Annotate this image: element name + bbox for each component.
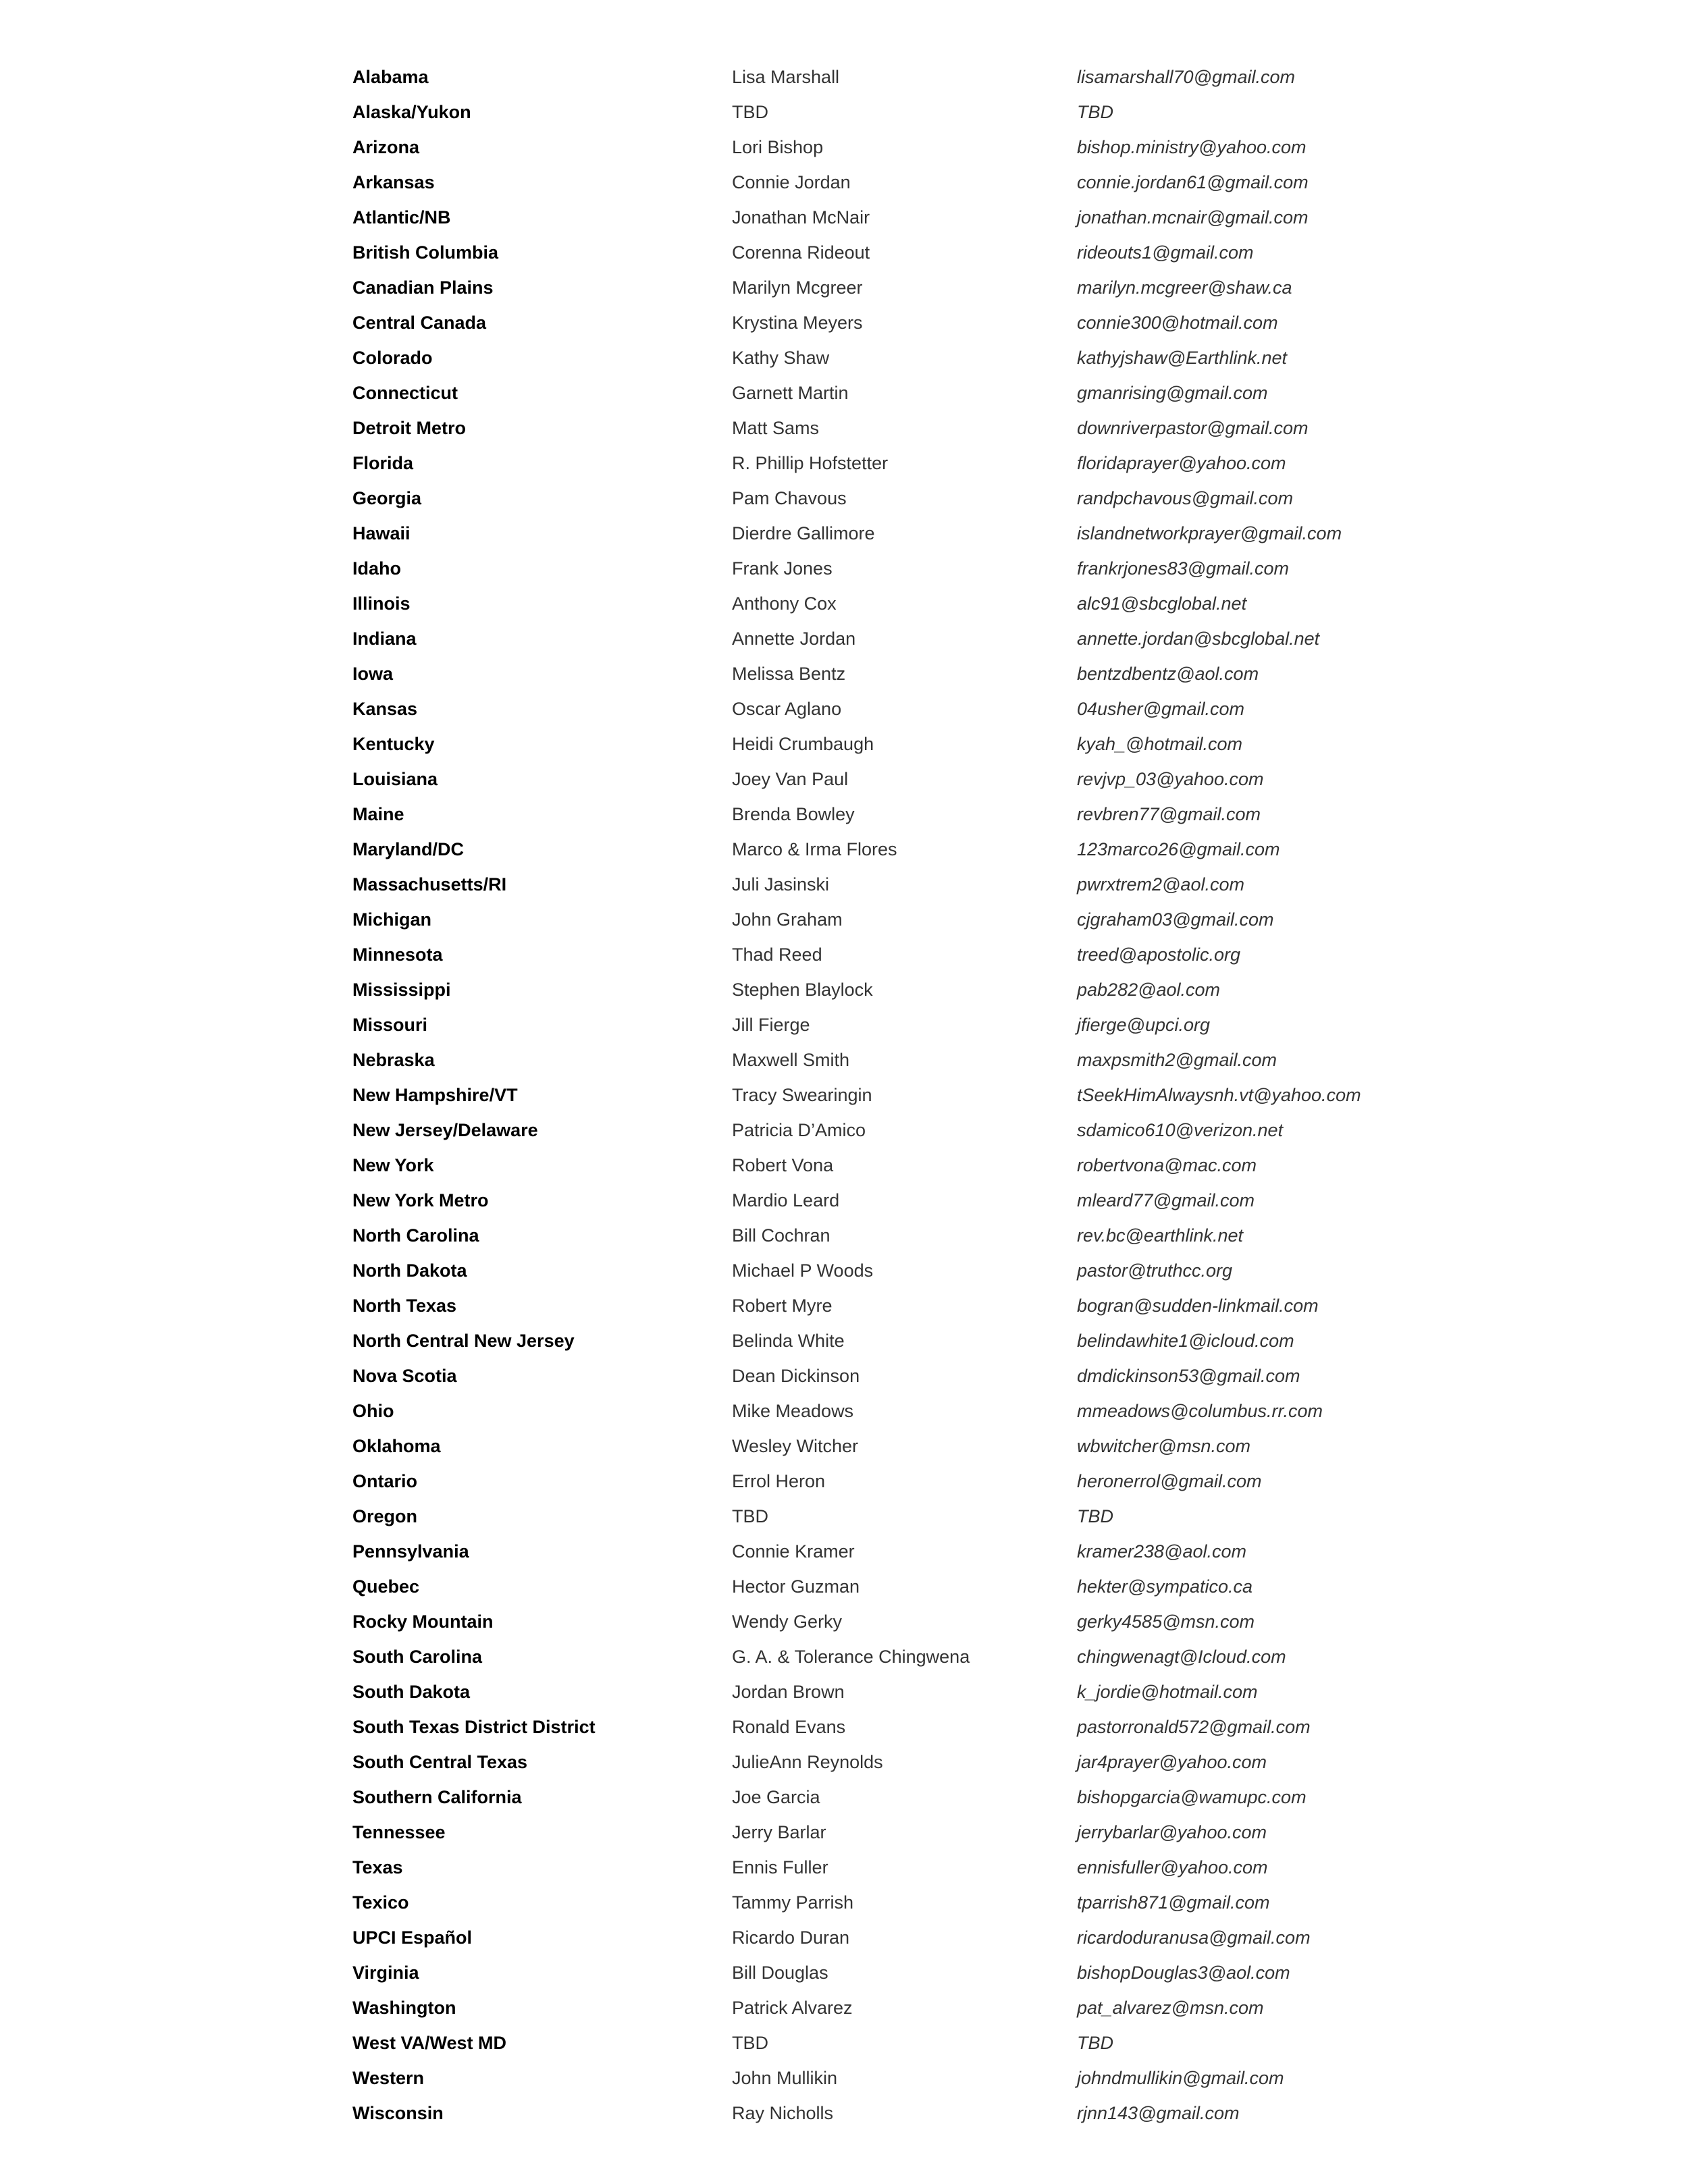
contact-name: Oscar Aglano	[732, 699, 842, 719]
directory-row	[0, 1499, 1688, 1534]
contact-name: Juli Jasinski	[732, 874, 830, 895]
contact-name: John Graham	[732, 909, 843, 930]
directory-row	[0, 1358, 1688, 1393]
district-name: Quebec	[352, 1576, 420, 1597]
directory-row	[0, 446, 1688, 481]
contact-name: Krystina Meyers	[732, 313, 863, 333]
district-name: Iowa	[352, 664, 394, 684]
contact-name: TBD	[732, 2033, 768, 2053]
district-name: Massachusetts/RI	[352, 874, 507, 895]
district-name: Oklahoma	[352, 1436, 441, 1456]
district-name: Nebraska	[352, 1050, 435, 1070]
district-name: Central Canada	[352, 313, 487, 333]
directory-row	[0, 1569, 1688, 1604]
directory-row	[0, 1183, 1688, 1218]
contact-email: belindawhite1@icloud.com	[1077, 1331, 1294, 1351]
contact-name: Frank Jones	[732, 558, 833, 579]
directory-row	[0, 1639, 1688, 1674]
contact-name: Michael P Woods	[732, 1260, 874, 1281]
contact-email: pwrxtrem2@aol.com	[1077, 874, 1244, 895]
district-name: Atlantic/NB	[352, 207, 451, 228]
contact-email: bishopgarcia@wamupc.com	[1077, 1787, 1307, 1807]
contact-email: pastorronald572@gmail.com	[1077, 1717, 1311, 1737]
contact-name: Brenda Bowley	[732, 804, 855, 824]
contact-email: floridaprayer@yahoo.com	[1077, 453, 1286, 473]
district-name: Kansas	[352, 699, 418, 719]
directory-row	[0, 797, 1688, 832]
directory-row	[0, 1464, 1688, 1499]
contact-email: jonathan.mcnair@gmail.com	[1077, 207, 1309, 228]
directory-row	[0, 1955, 1688, 1990]
contact-name: Belinda White	[732, 1331, 845, 1351]
contact-name: Wendy Gerky	[732, 1612, 843, 1632]
contact-name: Corenna Rideout	[732, 242, 870, 263]
contact-name: Dierdre Gallimore	[732, 523, 875, 543]
directory-row	[0, 937, 1688, 972]
directory-row	[0, 1323, 1688, 1358]
contact-name: Bill Douglas	[732, 1963, 828, 1983]
contact-name: Tammy Parrish	[732, 1892, 854, 1913]
district-name: Western	[352, 2068, 425, 2088]
district-name: Maryland/DC	[352, 839, 465, 859]
contact-name: Ricardo Duran	[732, 1927, 850, 1948]
contact-name: TBD	[732, 1506, 768, 1526]
contact-email: ricardoduranusa@gmail.com	[1077, 1927, 1311, 1948]
contact-email: connie300@hotmail.com	[1077, 313, 1278, 333]
directory-row	[0, 1885, 1688, 1920]
district-name: Kentucky	[352, 734, 435, 754]
contact-email: maxpsmith2@gmail.com	[1077, 1050, 1277, 1070]
contact-email: chingwenagt@Icloud.com	[1077, 1647, 1286, 1667]
contact-email: gmanrising@gmail.com	[1077, 383, 1268, 403]
district-name: Rocky Mountain	[352, 1612, 494, 1632]
contact-name: Tracy Swearingin	[732, 1085, 872, 1105]
contact-name: Marco & Irma Flores	[732, 839, 897, 859]
contact-email: bogran@sudden-linkmail.com	[1077, 1296, 1319, 1316]
district-name: Maine	[352, 804, 404, 824]
directory-row	[0, 1113, 1688, 1148]
directory-row	[0, 1744, 1688, 1780]
district-name: Minnesota	[352, 944, 443, 965]
contact-email: kramer238@aol.com	[1077, 1541, 1247, 1562]
contact-name: Marilyn Mcgreer	[732, 277, 863, 298]
district-name: West VA/West MD	[352, 2033, 507, 2053]
contact-name: Robert Myre	[732, 1296, 833, 1316]
contact-name: JulieAnn Reynolds	[732, 1752, 883, 1772]
district-name: Hawaii	[352, 523, 411, 543]
district-name: South Carolina	[352, 1647, 483, 1667]
contact-email: pab282@aol.com	[1077, 980, 1221, 1000]
contact-name: Ennis Fuller	[732, 1857, 828, 1877]
district-name: Texico	[352, 1892, 409, 1913]
contact-name: Ronald Evans	[732, 1717, 846, 1737]
contact-email: marilyn.mcgreer@shaw.ca	[1077, 277, 1292, 298]
directory-row	[0, 410, 1688, 446]
district-name: Arkansas	[352, 172, 435, 192]
contact-email: johndmullikin@gmail.com	[1077, 2068, 1284, 2088]
contact-name: Connie Kramer	[732, 1541, 855, 1562]
contact-email: pastor@truthcc.org	[1077, 1260, 1233, 1281]
contact-name: Bill Cochran	[732, 1225, 830, 1246]
district-name: Ohio	[352, 1401, 394, 1421]
contact-name: Mardio Leard	[732, 1190, 840, 1210]
directory-row	[0, 59, 1688, 95]
contact-email: jar4prayer@yahoo.com	[1077, 1752, 1267, 1772]
contact-email: bishop.ministry@yahoo.com	[1077, 137, 1307, 157]
contact-email: TBD	[1077, 1506, 1113, 1526]
district-name: New York	[352, 1155, 434, 1175]
district-name: Detroit Metro	[352, 418, 466, 438]
district-name: Idaho	[352, 558, 401, 579]
contact-name: Pam Chavous	[732, 488, 847, 508]
directory-row	[0, 1148, 1688, 1183]
directory-row	[0, 95, 1688, 130]
directory-row	[0, 1077, 1688, 1113]
district-name: Georgia	[352, 488, 422, 508]
directory-row	[0, 902, 1688, 937]
contact-name: Joey Van Paul	[732, 769, 849, 789]
contact-name: Anthony Cox	[732, 593, 837, 614]
directory-row	[0, 305, 1688, 340]
district-name: Alaska/Yukon	[352, 102, 471, 122]
contact-email: sdamico610@verizon.net	[1077, 1120, 1284, 1140]
contact-email: dmdickinson53@gmail.com	[1077, 1366, 1300, 1386]
district-name: Southern California	[352, 1787, 522, 1807]
directory-row	[0, 621, 1688, 656]
contact-email: 123marco26@gmail.com	[1077, 839, 1280, 859]
district-name: Wisconsin	[352, 2103, 444, 2123]
contact-name: Jonathan McNair	[732, 207, 870, 228]
directory-row	[0, 2060, 1688, 2096]
directory-row	[0, 1850, 1688, 1885]
contact-email: cjgraham03@gmail.com	[1077, 909, 1274, 930]
directory-row	[0, 1393, 1688, 1429]
district-name: Canadian Plains	[352, 277, 494, 298]
directory-row	[0, 1534, 1688, 1569]
directory-row	[0, 762, 1688, 797]
contact-name: Patricia D’Amico	[732, 1120, 866, 1140]
contact-email: frankrjones83@gmail.com	[1077, 558, 1290, 579]
directory-row	[0, 691, 1688, 726]
directory-row	[0, 586, 1688, 621]
contact-name: Robert Vona	[732, 1155, 834, 1175]
contact-name: Mike Meadows	[732, 1401, 854, 1421]
district-name: Tennessee	[352, 1822, 446, 1842]
contact-directory	[0, 59, 1688, 2131]
contact-name: Kathy Shaw	[732, 348, 830, 368]
district-name: Colorado	[352, 348, 433, 368]
contact-email: revjvp_03@yahoo.com	[1077, 769, 1264, 789]
contact-name: Jerry Barlar	[732, 1822, 826, 1842]
district-name: Washington	[352, 1998, 456, 2018]
contact-name: Maxwell Smith	[732, 1050, 850, 1070]
directory-row	[0, 130, 1688, 165]
directory-row	[0, 726, 1688, 762]
district-name: Oregon	[352, 1506, 418, 1526]
contact-email: robertvona@mac.com	[1077, 1155, 1257, 1175]
contact-name: Errol Heron	[732, 1471, 826, 1491]
contact-name: Jordan Brown	[732, 1682, 845, 1702]
contact-email: ennisfuller@yahoo.com	[1077, 1857, 1268, 1877]
directory-row	[0, 1253, 1688, 1288]
contact-email: kyah_@hotmail.com	[1077, 734, 1243, 754]
district-name: British Columbia	[352, 242, 499, 263]
contact-email: connie.jordan61@gmail.com	[1077, 172, 1309, 192]
contact-email: kathyjshaw@Earthlink.net	[1077, 348, 1288, 368]
district-name: Virginia	[352, 1963, 419, 1983]
district-name: Missouri	[352, 1015, 428, 1035]
contact-email: pat_alvarez@msn.com	[1077, 1998, 1264, 2018]
district-name: New Jersey/Delaware	[352, 1120, 538, 1140]
directory-row	[0, 2025, 1688, 2060]
district-name: South Central Texas	[352, 1752, 528, 1772]
contact-email: heronerrol@gmail.com	[1077, 1471, 1262, 1491]
contact-name: Stephen Blaylock	[732, 980, 873, 1000]
contact-email: jfierge@upci.org	[1077, 1015, 1211, 1035]
contact-name: G. A. & Tolerance Chingwena	[732, 1647, 970, 1667]
district-name: North Central New Jersey	[352, 1331, 575, 1351]
contact-email: mleard77@gmail.com	[1077, 1190, 1255, 1210]
contact-email: bentzdbentz@aol.com	[1077, 664, 1259, 684]
directory-row	[0, 1007, 1688, 1042]
directory-row	[0, 1990, 1688, 2025]
directory-row	[0, 270, 1688, 305]
contact-name: Thad Reed	[732, 944, 822, 965]
contact-name: Dean Dickinson	[732, 1366, 860, 1386]
district-name: South Texas District District	[352, 1717, 596, 1737]
directory-row	[0, 1042, 1688, 1077]
contact-email: wbwitcher@msn.com	[1077, 1436, 1250, 1456]
directory-row	[0, 656, 1688, 691]
contact-email: lisamarshall70@gmail.com	[1077, 67, 1296, 87]
contact-name: Lisa Marshall	[732, 67, 840, 87]
directory-row	[0, 1429, 1688, 1464]
contact-email: rev.bc@earthlink.net	[1077, 1225, 1244, 1246]
district-name: Florida	[352, 453, 414, 473]
contact-name: John Mullikin	[732, 2068, 838, 2088]
district-name: Mississippi	[352, 980, 451, 1000]
contact-name: R. Phillip Hofstetter	[732, 453, 889, 473]
contact-email: k_jordie@hotmail.com	[1077, 1682, 1258, 1702]
contact-email: mmeadows@columbus.rr.com	[1077, 1401, 1323, 1421]
contact-name: Connie Jordan	[732, 172, 851, 192]
district-name: Texas	[352, 1857, 403, 1877]
contact-name: TBD	[732, 102, 768, 122]
contact-email: tSeekHimAlwaysnh.vt@yahoo.com	[1077, 1085, 1361, 1105]
district-name: UPCI Español	[352, 1927, 473, 1948]
contact-name: Ray Nicholls	[732, 2103, 834, 2123]
directory-row	[0, 1709, 1688, 1744]
district-name: New Hampshire/VT	[352, 1085, 518, 1105]
contact-email: bishopDouglas3@aol.com	[1077, 1963, 1290, 1983]
contact-email: jerrybarlar@yahoo.com	[1077, 1822, 1267, 1842]
directory-row	[0, 481, 1688, 516]
directory-row	[0, 551, 1688, 586]
contact-email: revbren77@gmail.com	[1077, 804, 1261, 824]
contact-email: alc91@sbcglobal.net	[1077, 593, 1247, 614]
district-name: Michigan	[352, 909, 432, 930]
contact-email: islandnetworkprayer@gmail.com	[1077, 523, 1342, 543]
contact-name: Joe Garcia	[732, 1787, 820, 1807]
directory-row	[0, 1288, 1688, 1323]
directory-row	[0, 1920, 1688, 1955]
contact-email: TBD	[1077, 102, 1113, 122]
contact-email: gerky4585@msn.com	[1077, 1612, 1255, 1632]
contact-name: Lori Bishop	[732, 137, 824, 157]
district-name: Indiana	[352, 629, 417, 649]
district-name: Arizona	[352, 137, 420, 157]
district-name: South Dakota	[352, 1682, 471, 1702]
contact-email: downriverpastor@gmail.com	[1077, 418, 1309, 438]
contact-email: annette.jordan@sbcglobal.net	[1077, 629, 1320, 649]
directory-row	[0, 235, 1688, 270]
contact-email: treed@apostolic.org	[1077, 944, 1241, 965]
directory-row	[0, 2096, 1688, 2131]
contact-email: rjnn143@gmail.com	[1077, 2103, 1240, 2123]
contact-email: tparrish871@gmail.com	[1077, 1892, 1270, 1913]
directory-row	[0, 200, 1688, 235]
district-name: Louisiana	[352, 769, 438, 789]
contact-name: Patrick Alvarez	[732, 1998, 853, 2018]
contact-name: Heidi Crumbaugh	[732, 734, 874, 754]
district-name: Alabama	[352, 67, 429, 87]
directory-row	[0, 972, 1688, 1007]
contact-name: Wesley Witcher	[732, 1436, 859, 1456]
district-name: North Carolina	[352, 1225, 479, 1246]
contact-email: TBD	[1077, 2033, 1113, 2053]
directory-row	[0, 165, 1688, 200]
contact-name: Garnett Martin	[732, 383, 849, 403]
directory-row	[0, 867, 1688, 902]
contact-name: Hector Guzman	[732, 1576, 860, 1597]
district-name: Nova Scotia	[352, 1366, 457, 1386]
directory-row	[0, 832, 1688, 867]
directory-row	[0, 516, 1688, 551]
directory-row	[0, 340, 1688, 375]
district-name: New York Metro	[352, 1190, 489, 1210]
contact-email: hekter@sympatico.ca	[1077, 1576, 1253, 1597]
district-name: Pennsylvania	[352, 1541, 469, 1562]
district-name: Illinois	[352, 593, 411, 614]
directory-row	[0, 375, 1688, 410]
directory-row	[0, 1218, 1688, 1253]
directory-row	[0, 1604, 1688, 1639]
contact-name: Melissa Bentz	[732, 664, 846, 684]
contact-name: Matt Sams	[732, 418, 820, 438]
contact-email: randpchavous@gmail.com	[1077, 488, 1294, 508]
directory-row	[0, 1780, 1688, 1815]
directory-row	[0, 1674, 1688, 1709]
district-name: North Dakota	[352, 1260, 467, 1281]
contact-name: Jill Fierge	[732, 1015, 810, 1035]
district-name: Ontario	[352, 1471, 418, 1491]
contact-email: 04usher@gmail.com	[1077, 699, 1245, 719]
district-name: North Texas	[352, 1296, 457, 1316]
directory-row	[0, 1815, 1688, 1850]
district-name: Connecticut	[352, 383, 458, 403]
contact-name: Annette Jordan	[732, 629, 856, 649]
contact-email: rideouts1@gmail.com	[1077, 242, 1254, 263]
